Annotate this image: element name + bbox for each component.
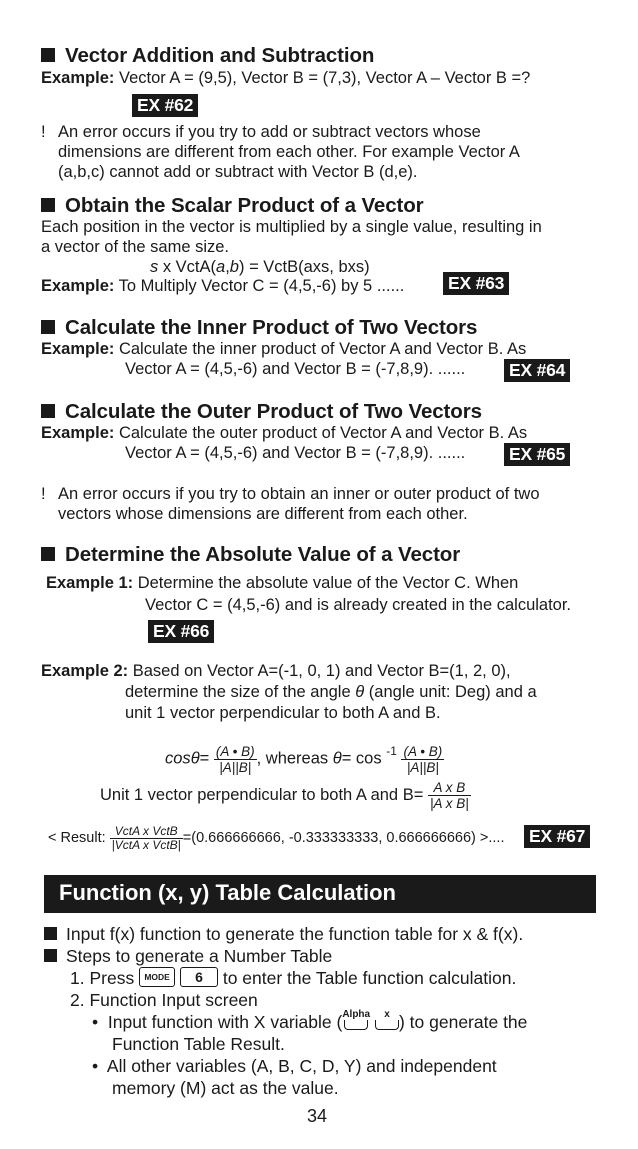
section-bullet xyxy=(41,404,55,418)
scalar-formula: s x VctA(a,b) = VctB(axs, bxs) xyxy=(150,258,370,276)
heading-vector-addition: Vector Addition and Subtraction xyxy=(41,44,374,68)
warning-mark: ! xyxy=(41,485,46,503)
example-vector-addition: Example: Vector A = (9,5), Vector B = (7,3), Vector A – Vector B =? xyxy=(41,69,531,87)
warning-line: dimensions are different from each other. For example Vector A xyxy=(58,143,520,161)
heading-outer-product: Calculate the Outer Product of Two Vectors xyxy=(41,400,482,424)
table-bullet-1: Input f(x) function to generate the function table for x & f(x). xyxy=(44,924,523,944)
example-inner-line2: Vector A = (4,5,-6) and Vector B = (-7,8,9). ...... xyxy=(125,360,466,378)
example1-line2: Vector C = (4,5,-6) and is already created in the calculator. xyxy=(145,596,572,614)
sub-bullet-1-line2: Function Table Result. xyxy=(112,1034,285,1054)
warning-line: An error occurs if you try to add or subtract vectors whose xyxy=(58,123,481,141)
heading-scalar-product: Obtain the Scalar Product of a Vector xyxy=(41,194,424,218)
fraction-ab: $\frac{(A • B)}{|A||B|}$ xyxy=(215,743,255,775)
example2-line1: Example 2: Based on Vector A=(-1, 0, 1) and Vector B=(1, 2, 0), xyxy=(41,662,511,680)
warning-line: An error occurs if you try to obtain an inner or outer product of two xyxy=(58,485,540,503)
warning-line: vectors whose dimensions are different from each other. xyxy=(58,505,468,523)
scalar-description-line: a vector of the same size. xyxy=(41,238,230,256)
sub-bullet-1: • Input function with X variable ( Alpha x ) to generate the xyxy=(92,1008,528,1032)
fraction-ab-2: $\frac{(A • B)}{|A||B|}$ xyxy=(403,743,443,775)
x-key: x xyxy=(375,1009,399,1030)
warning-mark: ! xyxy=(41,123,46,141)
example1-line1: Example 1: Determine the absolute value of the Vector C. When xyxy=(46,574,519,592)
step-1: 1. Press MODE 6 to enter the Table function calculation. xyxy=(70,968,517,988)
heading-inner-product: Calculate the Inner Product of Two Vectors xyxy=(41,316,477,340)
scalar-description-line: Each position in the vector is multiplied by a single value, resulting in xyxy=(41,218,542,236)
ex-tag-63: EX #63 xyxy=(443,272,509,295)
alpha-key: Alpha xyxy=(342,1009,370,1030)
cos-formula: cosθ= $\frac{(A • B)}{|A||B|}$ , whereas θ= cos $^{-1}$ $\frac{(A • B)}{|A||B|}$ xyxy=(165,743,443,775)
sub-bullet-2-line2: memory (M) act as the value. xyxy=(112,1078,339,1098)
ex-tag-64: EX #64 xyxy=(504,359,570,382)
six-key: 6 xyxy=(180,967,218,987)
heading-absolute-value: Determine the Absolute Value of a Vector xyxy=(41,543,460,567)
example-outer: Example: Calculate the outer product of Vector A and Vector B. As xyxy=(41,424,528,442)
section-bullet xyxy=(41,198,55,212)
example2-line3: unit 1 vector perpendicular to both A and B. xyxy=(125,704,441,722)
page-number: 34 xyxy=(307,1106,328,1126)
example2-line2: determine the size of the angle θ (angle unit: Deg) and a xyxy=(125,683,537,701)
mode-key: MODE xyxy=(139,967,175,987)
ex-tag-67: EX #67 xyxy=(524,825,590,848)
step-2: 2. Function Input screen xyxy=(70,990,258,1010)
function-table-title: Function (x, y) Table Calculation xyxy=(59,880,396,905)
result-line: < Result: $\frac{\text{VctA x VctB}}{\text{|VctA x VctB|}}$ =(0.666666666, -0.333333333, 0.666666666) >.... xyxy=(48,823,505,852)
section-bullet xyxy=(41,547,55,561)
list-bullet xyxy=(44,927,57,940)
ex-tag-65: EX #65 xyxy=(504,443,570,466)
table-bullet-2: Steps to generate a Number Table xyxy=(44,946,332,966)
section-bullet xyxy=(41,320,55,334)
function-table-banner xyxy=(44,875,596,913)
unit-vector-formula: Unit 1 vector perpendicular to both A and B= $\frac{\text{A x B}}{\text{|A x B|}}$ xyxy=(100,780,469,812)
list-bullet xyxy=(44,949,57,962)
warning-line: (a,b,c) cannot add or subtract with Vector B (d,e). xyxy=(58,163,418,181)
sub-bullet-2: • All other variables (A, B, C, D, Y) and independent xyxy=(92,1056,497,1076)
ex-tag-62: EX #62 xyxy=(132,94,198,117)
fraction-axb: $\frac{\text{A x B}}{\text{|A x B|}}$ xyxy=(429,780,469,812)
example-scalar: Example: To Multiply Vector C = (4,5,-6) by 5 ...... xyxy=(41,277,405,295)
example-inner: Example: Calculate the inner product of Vector A and Vector B. As xyxy=(41,340,527,358)
section-bullet xyxy=(41,48,55,62)
example-outer-line2: Vector A = (4,5,-6) and Vector B = (-7,8,9). ...... xyxy=(125,444,466,462)
fraction-vct: $\frac{\text{VctA x VctB}}{\text{|VctA x VctB|}}$ xyxy=(111,823,181,852)
ex-tag-66: EX #66 xyxy=(148,620,214,643)
